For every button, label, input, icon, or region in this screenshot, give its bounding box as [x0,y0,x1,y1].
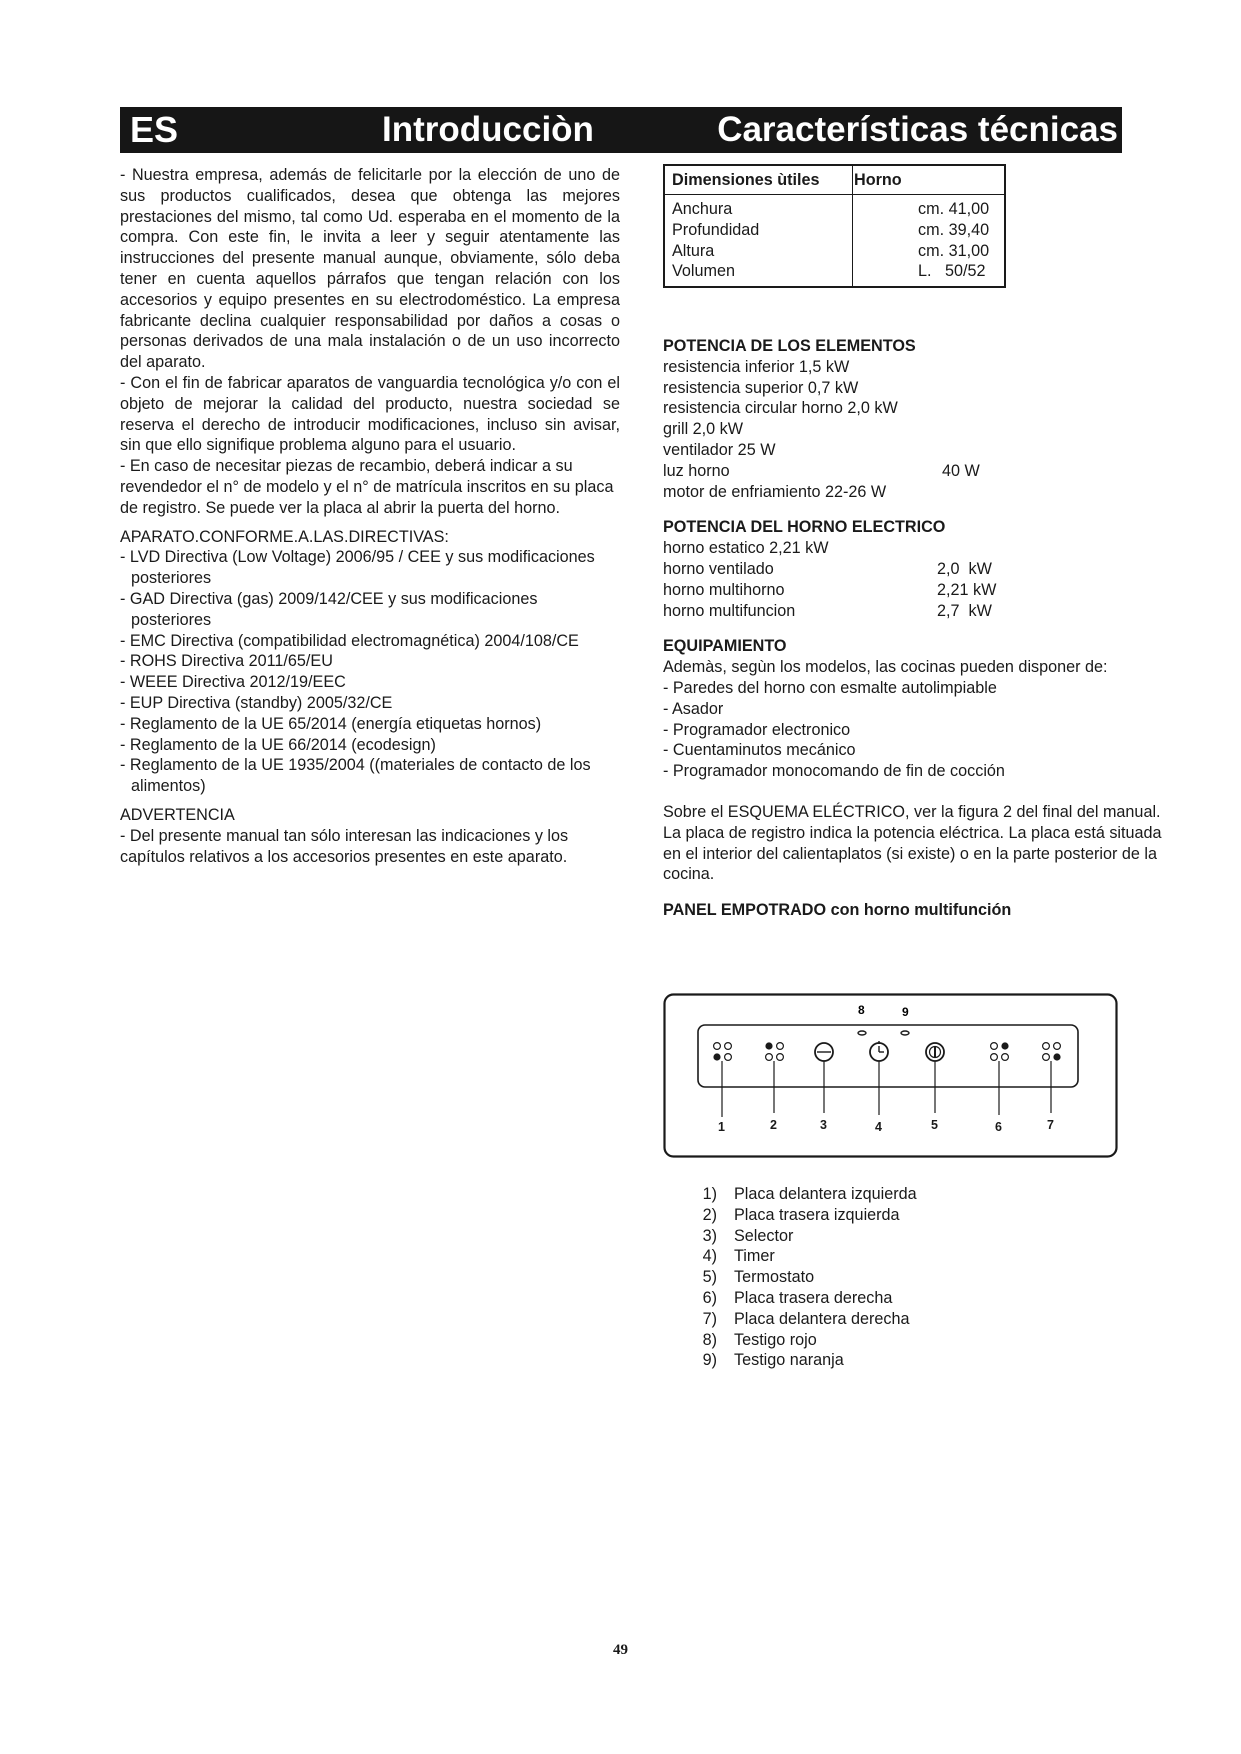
list-item: resistencia circular horno 2,0 kW [663,399,898,418]
list-item: - Programador monocomando de fin de cocción [663,762,1005,781]
dimension-values [918,199,989,282]
list-item: grill 2,0 kW [663,420,744,439]
list-item: - EUP Directiva (standby) 2005/32/CE [120,693,393,712]
warning-title: ADVERTENCIA [120,805,235,824]
front-left-hotplate-icon [713,1043,731,1061]
list-item: resistencia superior 0,7 kW [663,378,859,397]
table-cell: horno ventilado [663,559,774,578]
light-row [663,461,1163,482]
table-cell: 2,0 kW [937,559,992,578]
list-item: horno estatico 2,21 kW [663,539,829,558]
list-item: - Programador electronico [663,720,851,739]
leader-lines [722,1061,1051,1117]
control-panel-diagram [663,993,1118,1158]
list-item: motor de enfriamiento 22-26 W [663,482,887,501]
table-cell: horno multihorno [663,580,785,599]
intro-paragraph-3: - En caso de necesitar piezas de recambio, deberá indicar a su revendedor el n° de modelo y el n° de matrícula inscritos en su placa de registro. Se puede ver la placa al abrir la puerta del horno. [120,457,614,517]
number-label-9: 9 [902,1005,909,1019]
table-row [663,580,1163,601]
power-elements-title: POTENCIA DE LOS ELEMENTOS [663,337,916,355]
front-right-hotplate-icon [1043,1043,1061,1061]
number-label-3: 3 [820,1118,827,1132]
legend-number: 3) [702,1226,717,1245]
legend-text: Placa trasera derecha [734,1288,893,1307]
table-cell: cm. 39,40 [918,220,990,239]
legend-number: 5) [702,1268,717,1287]
number-label-1: 1 [718,1120,725,1134]
list-item: - EMC Directiva (compatibilidad electromagnética) 2004/108/CE [120,631,579,650]
panel-title: PANEL EMPOTRADO con horno multifunción [663,901,1012,920]
rating-plate-note: La placa de registro indica la potencia eléctrica. La placa está situada en el interior del calientaplatos (si existe) o en la parte posterior de la cocina. [663,823,1162,884]
tech-column [663,336,1163,921]
list-item: - Paredes del horno con esmalte autolimpiable [663,678,997,697]
list-item: - Reglamento de la UE 1935/2004 ((materiales de contacto de los alimentos) [120,756,591,796]
table-cell: cm. 41,00 [918,200,990,218]
legend-number: 9) [702,1351,717,1370]
legend-number: 7) [702,1309,717,1328]
equipment-intro: Ademàs, segùn los modelos, las cocinas pueden disponer de: [663,658,1108,677]
list-item: - Reglamento de la UE 65/2014 (energía etiquetas hornos) [120,714,542,733]
list-item: - Reglamento de la UE 66/2014 (ecodesign) [120,735,436,754]
legend-text: Placa delantera derecha [734,1309,910,1328]
table-cell: 2,21 kW [937,580,997,599]
table-cell: horno multifuncion [663,601,796,620]
legend-text: Testigo naranja [734,1351,844,1370]
warning-text: - Del presente manual tan sólo interesan las indicaciones y los capítulos relativos a los accesorios presentes en este aparato. [120,826,569,866]
table-divider [665,194,1004,195]
tech-heading: Características técnicas [717,110,1118,149]
oven-header: Horno [854,171,902,189]
red-indicator-light-icon [858,1031,866,1035]
number-label-2: 2 [770,1118,777,1132]
timer-knob-icon [870,1041,888,1061]
table-divider [852,166,853,286]
introduction-column [120,165,620,867]
dimension-labels [672,199,759,282]
table-cell: Anchura [672,200,733,218]
legend-number: 6) [702,1288,717,1307]
list-item: - ROHS Directiva 2011/65/EU [120,652,333,671]
directives-list [120,547,620,797]
list-item: - WEEE Directiva 2012/19/EEC [120,673,346,692]
light-label: luz horno [663,461,730,480]
section-header-bar [120,107,1122,153]
number-label-8: 8 [858,1003,865,1017]
legend-number: 1) [702,1185,717,1203]
dimensions-header: Dimensiones ùtiles [672,171,820,189]
orange-indicator-light-icon [901,1031,909,1035]
number-label-5: 5 [931,1118,938,1132]
dimensions-table [663,164,1006,288]
intro-heading: Introducciòn [382,110,594,149]
table-cell: cm. 31,00 [918,241,990,260]
table-cell: Profundidad [672,220,760,239]
legend-text: Placa trasera izquierda [734,1205,900,1224]
table-cell: Altura [672,241,715,260]
number-label-6: 6 [995,1120,1002,1134]
list-item: ventilador 25 W [663,440,776,459]
legend-number: 4) [702,1247,717,1266]
legend-text: Placa delantera izquierda [734,1185,917,1203]
list-item: - Asador [663,699,724,718]
equipment-title: EQUIPAMIENTO [663,637,787,656]
list-item: - LVD Directiva (Low Voltage) 2006/95 / CEE y sus modificaciones posteriores [120,548,595,588]
page-number: 49 [613,1642,628,1658]
table-row [663,601,1163,622]
table-cell: Volumen [672,262,735,281]
legend-number: 8) [702,1330,717,1349]
intro-paragraph-2: - Con el fin de fabricar aparatos de vanguardia tecnológica y/o con el objeto de mejorar la calidad del producto, nuestra sociedad se reserva el derecho de introducir modificaciones, incluso sin avisar, sin que ello signifique problema alguno para el usuario. [120,373,620,455]
table-row [663,559,1163,580]
number-label-7: 7 [1047,1118,1054,1132]
legend-text: Termostato [734,1268,815,1287]
panel-outline [665,995,1117,1157]
intro-paragraph-1: - Nuestra empresa, además de felicitarle por la elección de uno de sus productos cualificados, desea que obtenga las mejores prestaciones del mismo, tal como Ud. esperaba en el momento de la compra. Con este fin, le invita a leer y seguir atentamente las instrucciones del presente manual aunque, obviamente, sólo deba tener en cuenta aquellos párrafos que tengan relación con los accesorios y equipo presentes en su electrodoméstico. La empresa fabricante declina cualquier responsabilidad por daños a cosas o personas derivados de una mala instalación o de un uso incorrecto del aparato. [120,166,620,372]
list-item: - Cuentaminutos mecánico [663,741,856,760]
legend-text: Testigo rojo [734,1330,817,1349]
legend-text: Timer [734,1247,775,1266]
directives-title: APARATO.CONFORME.A.LAS.DIRECTIVAS: [120,527,449,546]
rear-left-hotplate-icon [765,1042,783,1060]
selector-knob-icon [815,1043,833,1061]
table-cell: L. 50/52 [918,262,986,281]
rear-right-hotplate-icon [991,1042,1009,1060]
number-label-4: 4 [875,1120,882,1134]
table-cell: 2,7 kW [937,601,992,620]
light-value: 40 W [942,461,980,480]
language-code: ES [130,109,179,150]
wiring-note: Sobre el ESQUEMA ELÉCTRICO, ver la figura 2 del final del manual. [663,802,1161,821]
legend-number: 2) [702,1205,717,1224]
oven-power-title: POTENCIA DEL HORNO ELECTRICO [663,518,946,537]
thermostat-knob-icon [926,1043,944,1061]
list-item: - GAD Directiva (gas) 2009/142/CEE y sus modificaciones posteriores [120,589,538,629]
list-item: resistencia inferior 1,5 kW [663,357,850,376]
legend-text: Selector [734,1226,794,1245]
